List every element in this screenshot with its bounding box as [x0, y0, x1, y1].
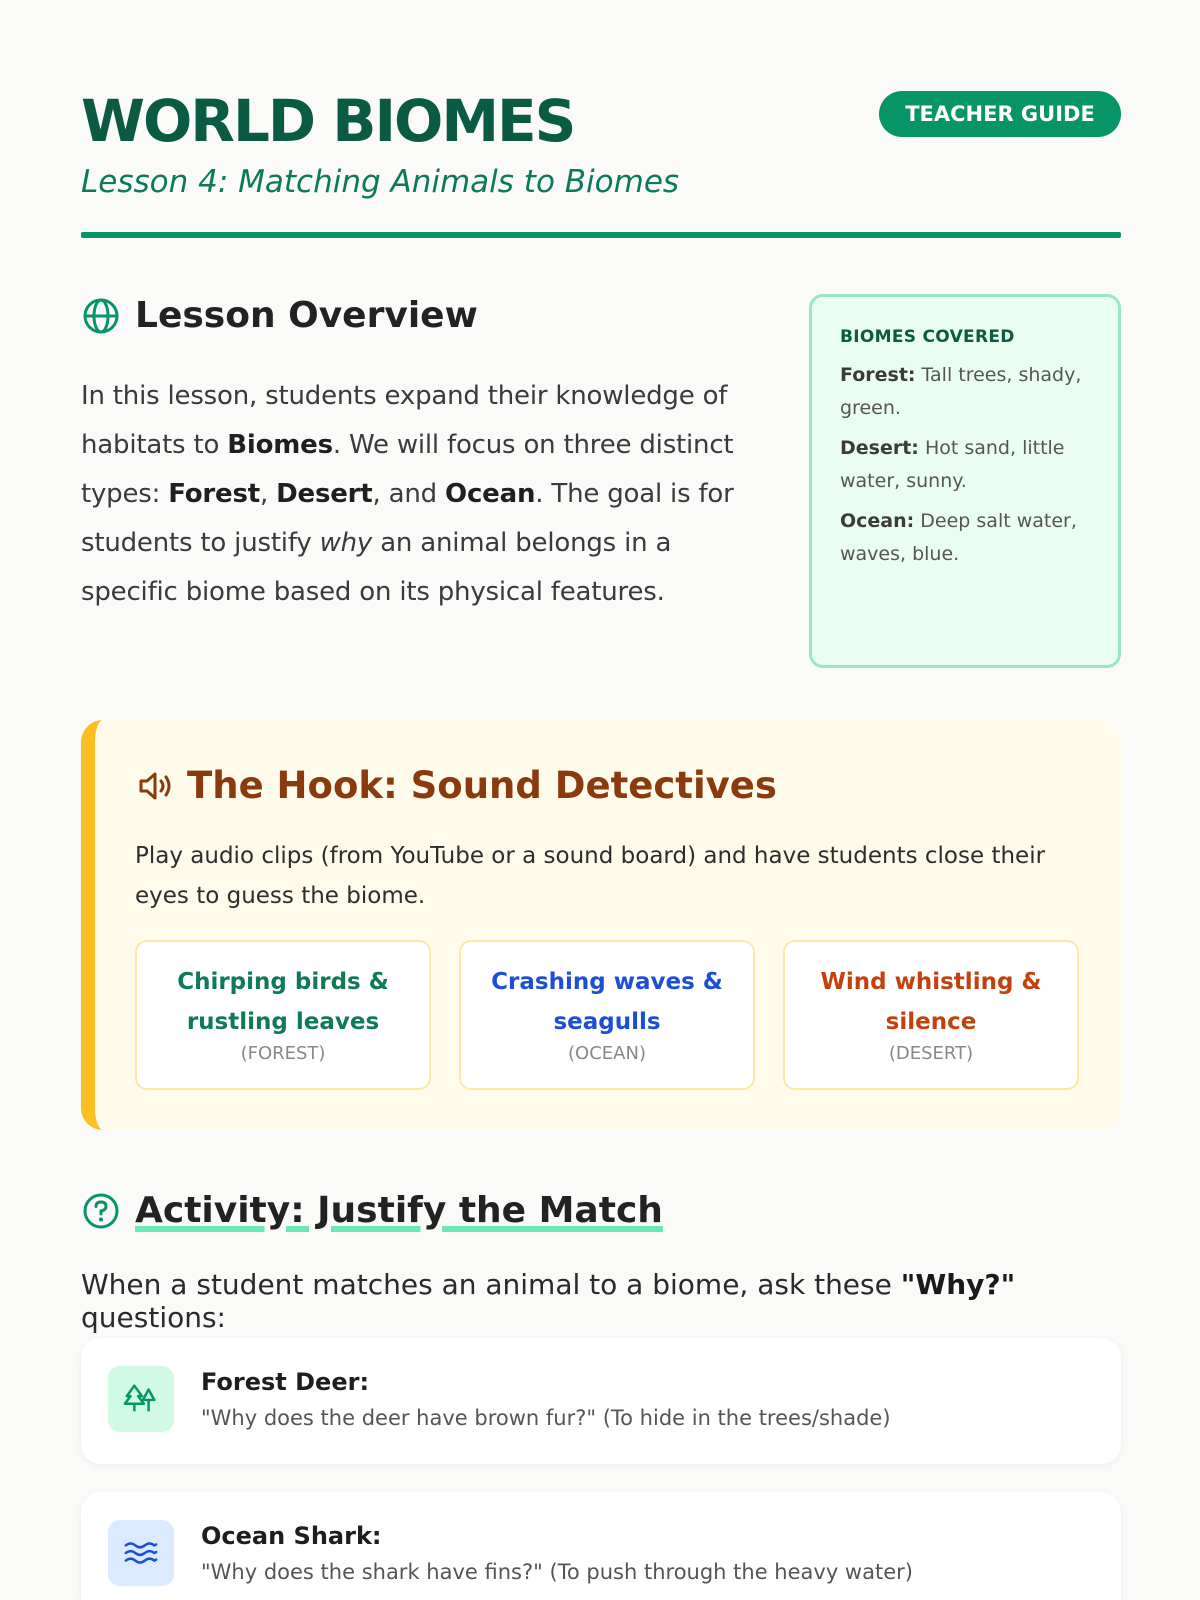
question-card-forest-deer [81, 1338, 1121, 1464]
biomes-covered-label: BIOMES COVERED [840, 327, 1015, 347]
sound-card-desert [783, 940, 1079, 1090]
activity-intro: When a student matches an animal to a biome, ask these "Why?" questions: [81, 1268, 1016, 1334]
question-animal: Ocean Shark: [201, 1522, 382, 1550]
sound-card-title: Crashing waves & seagulls [491, 969, 723, 1035]
hook-title: The Hook: Sound Detectives [187, 764, 777, 807]
lesson-subtitle: Lesson 4: Matching Animals to Biomes [81, 164, 680, 200]
sound-card-biome: (OCEAN) [568, 1043, 646, 1064]
question-text: "Why does the shark have fins?" (To push through the heavy water) [201, 1560, 913, 1584]
overview-heading [81, 295, 478, 336]
speaker-icon [135, 766, 175, 806]
hook-heading [135, 764, 777, 807]
sound-card-biome: (FOREST) [240, 1043, 326, 1064]
header-divider [81, 232, 1121, 238]
teacher-guide-badge: TEACHER GUIDE [879, 91, 1121, 137]
waves-icon [108, 1520, 174, 1586]
globe-icon [81, 296, 121, 336]
sound-card-title: Chirping birds & rustling leaves [177, 969, 389, 1035]
question-animal: Forest Deer: [201, 1368, 370, 1396]
biome-item-desert: Desert: Hot sand, little water, sunny. [840, 437, 1065, 492]
activity-heading [81, 1190, 663, 1231]
activity-title: Activity: Justify the Match [135, 1190, 663, 1231]
biomes-covered-box [809, 294, 1121, 668]
tree-icon [108, 1366, 174, 1432]
page-header [81, 80, 1121, 240]
question-text: "Why does the deer have brown fur?" (To hide in the trees/shade) [201, 1406, 891, 1430]
sound-card-title: Wind whistling & silence [820, 969, 1042, 1035]
biome-item-ocean: Ocean: Deep salt water, waves, blue. [840, 510, 1077, 565]
overview-title: Lesson Overview [135, 295, 478, 336]
overview-paragraph: In this lesson, students expand their knowledge of habitats to Biomes. We will focus on three distinct types: Forest, Desert, and Ocean. The goal is for students to justify why an animal belongs in a specific biome based on its physical features. [81, 381, 734, 607]
hook-section [81, 720, 1121, 1130]
question-card-ocean-shark [81, 1492, 1121, 1600]
sound-card-ocean [459, 940, 755, 1090]
page-title: WORLD BIOMES [81, 87, 575, 155]
hook-description: Play audio clips (from YouTube or a sound board) and have students close their eyes to guess the biome. [135, 843, 1046, 909]
sound-card-biome: (DESERT) [888, 1043, 974, 1064]
question-circle-icon [81, 1191, 121, 1231]
biome-item-forest: Forest: Tall trees, shady, green. [840, 364, 1082, 419]
sound-card-forest [135, 940, 431, 1090]
